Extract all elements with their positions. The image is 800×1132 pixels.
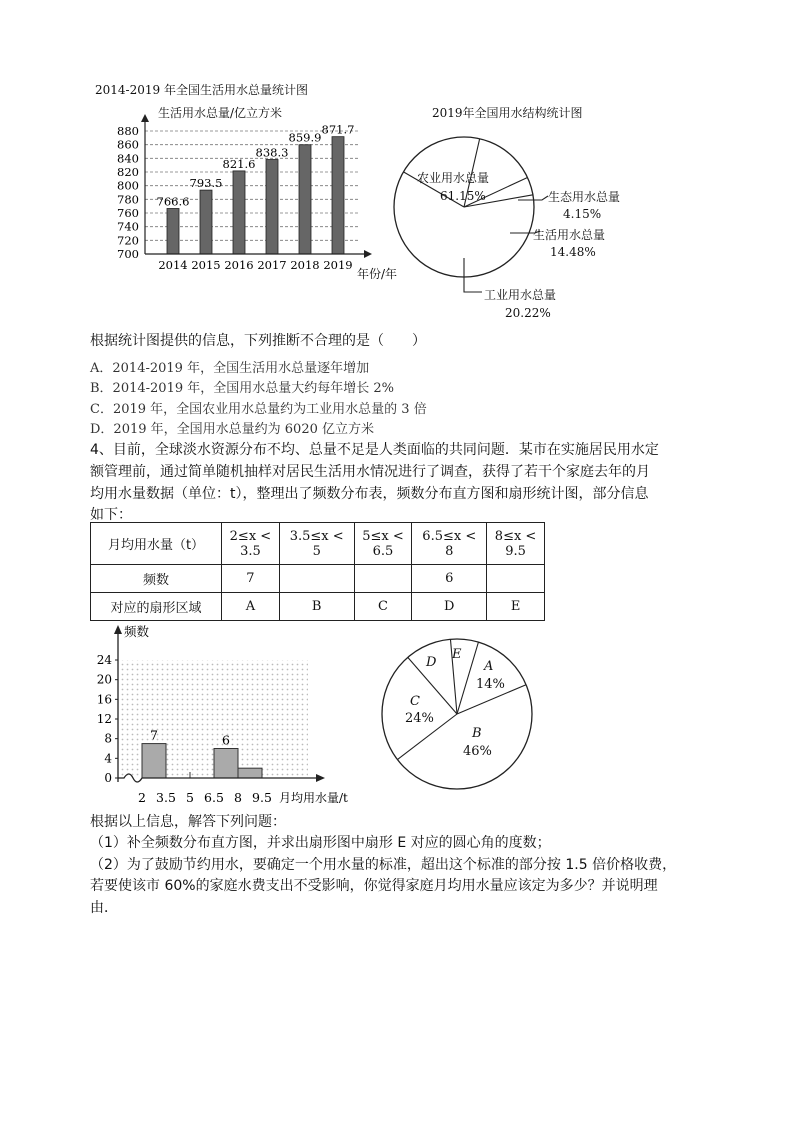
q3-option-b: B．2014-2019 年，全国用水总量大约每年增长 2% [90, 381, 395, 396]
bar-chart-ytick: 800 [117, 178, 139, 193]
histogram-xtick: 8 [234, 790, 242, 805]
histogram-xtick: 2 [138, 790, 146, 805]
bar-chart-xlabel: 年份/年 [357, 267, 398, 281]
table-cell: D [412, 593, 487, 621]
pie-label-eco: 生态用水总量 [548, 190, 621, 204]
bar-chart-ytick: 760 [117, 206, 139, 220]
q4-followup-line-3: （2）为了鼓励节约用水，要确定一个用水量的标准，超出这个标准的部分按 1.5 倍价格收费， [90, 857, 677, 873]
bar-chart-value-label: 859.9 [288, 130, 322, 145]
q4-intro-line-3: 均用水量数据（单位：t），整理出了频数分布表，频数分布直方图和扇形统计图，部分信息 [90, 486, 649, 502]
histogram-xtick: 6.5 [204, 790, 224, 805]
histogram-ylabel: 频数 [124, 624, 150, 639]
histogram-ytick: 4 [104, 751, 112, 766]
bar-chart-ytick: 700 [117, 247, 139, 261]
table-cell: A [222, 593, 280, 621]
histogram-ytick: 24 [96, 653, 112, 667]
pie-label-industry: 工业用水总量 [484, 288, 557, 302]
q3-stem: 根据统计图提供的信息，下列推断不合理的是（ ） [90, 333, 426, 349]
q4-followup-line-5: 由． [90, 900, 118, 916]
q4-followup-line-4: 若要使该市 60%的家庭水费支出不受影响，你觉得家庭月均用水量应该定为多少？并说明理 [90, 878, 658, 894]
pie-label-agri: 农业用水总量 [417, 171, 490, 185]
bar-chart-xtick: 2017 [257, 258, 287, 272]
table-cell: 7 [222, 565, 280, 593]
bar-chart-bar [299, 145, 311, 254]
bar-chart-ytick: 720 [117, 233, 139, 248]
histogram-ytick: 0 [104, 771, 112, 785]
bar-chart-ylabel: 生活用水总量/亿立方米 [158, 106, 283, 120]
histogram-bar [238, 768, 262, 778]
histogram-xtick: 9.5 [252, 790, 272, 805]
bar-chart-ytick: 820 [117, 165, 139, 179]
bar-chart-value-label: 821.6 [222, 156, 256, 171]
bar-chart-value-label: 766.6 [156, 194, 190, 209]
bar-chart-xtick: 2014 [158, 258, 188, 272]
table-interval: 8≤x < 9.5 [487, 523, 545, 565]
histogram-bar-label: 7 [150, 727, 158, 743]
table-header-usage: 月均用水量（t） [91, 523, 222, 565]
table-header-frequency: 频数 [91, 565, 222, 593]
table-cell: C [354, 593, 412, 621]
table-cell [354, 565, 412, 593]
pie2-label-c: C [410, 694, 420, 709]
q4-intro-line-2: 额管理前，通过简单随机抽样对居民生活用水情况进行了调查，获得了若干个家庭去年的月 [90, 464, 650, 480]
bar-chart-value-label: 793.5 [189, 176, 223, 191]
bar-chart-yaxis-arrow [141, 114, 149, 122]
table-header-region: 对应的扇形区域 [91, 593, 222, 621]
bar-chart-ytick: 740 [117, 219, 139, 234]
table-interval: 3.5≤x < 5 [279, 523, 354, 565]
pie2-label-d: D [426, 655, 437, 670]
pie2-pct-b: 46% [463, 744, 492, 759]
histogram-yaxis-arrow [114, 625, 122, 634]
pie2-label-b: B [472, 726, 482, 741]
bar-chart-bar [233, 171, 245, 254]
table-cell [279, 565, 354, 593]
bar-chart-value-label: 871.7 [321, 122, 355, 137]
table-cell [487, 565, 545, 593]
bar-chart-xtick: 2018 [290, 258, 320, 272]
histogram-ytick: 8 [104, 731, 112, 746]
bar-chart-value-label: 838.3 [255, 145, 289, 160]
pie2-pct-a: 14% [476, 677, 505, 692]
bar-chart-xtick: 2015 [191, 258, 221, 272]
table-cell: E [487, 593, 545, 621]
histogram-xtick: 5 [186, 790, 194, 805]
bar-chart-xtick: 2019 [323, 258, 353, 272]
bar-chart-bar [332, 137, 344, 254]
bar-chart-bar [266, 159, 278, 254]
pie2-pct-c: 24% [405, 711, 434, 726]
bar-chart-ytick: 880 [117, 124, 139, 138]
histogram-bar [214, 749, 238, 779]
histogram-bar [142, 744, 166, 778]
pie-chart-title: 2019年全国用水结构统计图 [432, 106, 583, 120]
q4-intro-line-4: 如下： [90, 507, 132, 523]
table-interval: 5≤x < 6.5 [354, 523, 412, 565]
bar-chart-ytick: 840 [117, 151, 139, 166]
q4-intro-line-1: 4、目前，全球淡水资源分布不均、总量不足是人类面临的共同问题．某市在实施居民用水定 [90, 442, 659, 458]
histogram-ytick: 20 [96, 672, 112, 687]
frequency-histogram [85, 622, 370, 812]
table-row [91, 565, 545, 593]
pie-pct-industry: 20.22% [505, 306, 551, 320]
histogram-bar-label: 6 [222, 732, 230, 748]
q3-option-a: A．2014-2019 年，全国生活用水总量逐年增加 [90, 361, 370, 376]
pie2-label-e: E [452, 647, 462, 662]
pie-pct-eco: 4.15% [563, 207, 602, 221]
pie2-label-a: A [484, 659, 494, 674]
frequency-table [90, 522, 545, 621]
table-interval: 2≤x < 3.5 [222, 523, 280, 565]
pie-pct-agri: 61.15% [440, 189, 486, 203]
bar-chart-bar [200, 190, 212, 254]
bar-chart-ytick: 780 [117, 192, 139, 207]
q4-followup-line-2: （1）补全频数分布直方图，并求出扇形图中扇形 E 对应的圆心角的度数； [90, 835, 551, 851]
bar-chart-title: 2014-2019 年全国生活用水总量统计图 [95, 83, 308, 97]
table-row [91, 593, 545, 621]
q3-option-c: C．2019 年，全国农业用水总量约为工业用水总量的 3 倍 [90, 402, 427, 417]
histogram-ytick: 16 [96, 692, 112, 707]
histogram-xaxis-arrow [316, 774, 325, 782]
table-cell: 6 [412, 565, 487, 593]
pie-label-life: 生活用水总量 [533, 228, 606, 242]
table-row [91, 523, 545, 565]
table-interval: 6.5≤x < 8 [412, 523, 487, 565]
table-cell: B [279, 593, 354, 621]
pie-pct-life: 14.48% [550, 245, 596, 259]
histogram-ytick: 12 [96, 712, 112, 726]
histogram-xtick: 3.5 [156, 790, 176, 805]
q4-followup-line-1: 根据以上信息，解答下列问题： [90, 814, 286, 830]
bar-chart-xtick: 2016 [224, 258, 254, 272]
histogram-xlabel: 月均用水量/t [279, 791, 348, 805]
q3-option-d: D．2019 年，全国用水总量约为 6020 亿立方米 [90, 422, 374, 437]
bar-chart-ytick: 860 [117, 137, 139, 152]
bar-chart-xaxis-arrow [364, 250, 372, 258]
bar-chart-bar [167, 208, 179, 254]
